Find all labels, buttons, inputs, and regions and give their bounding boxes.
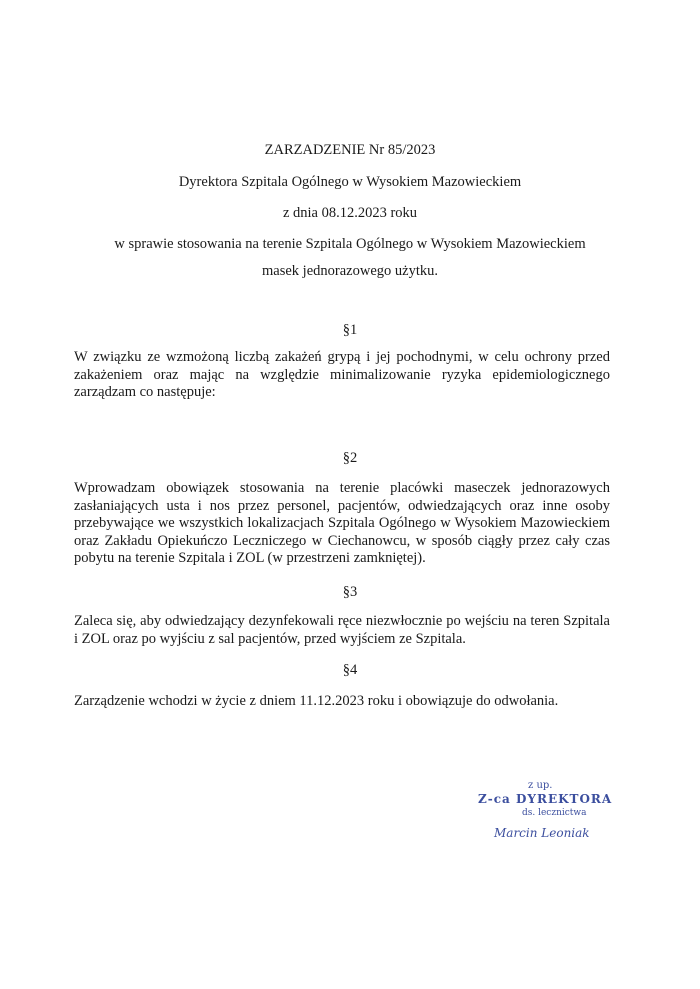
document-title: ZARZADZENIE Nr 85/2023 bbox=[264, 142, 436, 158]
section-3-line: i ZOL oraz po wyjściu z sal pacjentów, przed wyjściem ze Szpitala. bbox=[74, 630, 466, 647]
section-4-line: Zarządzenie wchodzi w życie z dniem 11.12.2023 roku i obowiązuje do odwołania. bbox=[74, 693, 559, 709]
section-2-line: Wprowadzam obowiązek stosowania na terenie placówki maseczek jednorazowych bbox=[74, 480, 610, 496]
section-1-line: zakażeniem oraz mając na względzie minimalizowanie ryzyka epidemiologicznego bbox=[74, 366, 610, 383]
signature-zup: z up. bbox=[528, 780, 553, 791]
document-subject-line-2: masek jednorazowego użytku. bbox=[262, 263, 438, 279]
section-2-line: przebywające we wszystkich lokalizacjach Szpitala Ogólnego w Wysokiem Mazowieckiem bbox=[74, 515, 610, 531]
signature-stamp bbox=[470, 780, 620, 850]
section-1-line: W związku ze wzmożoną liczbą zakażeń grypą i jej pochodnymi, w celu ochrony przed bbox=[74, 349, 610, 365]
document-issuer: Dyrektora Szpitala Ogólnego w Wysokiem Mazowieckiem bbox=[178, 174, 522, 190]
document-date: z dnia 08.12.2023 roku bbox=[282, 205, 418, 221]
document-subject-line-1: w sprawie stosowania na terenie Szpitala Ogólnego w Wysokiem Mazowieckiem bbox=[114, 236, 586, 252]
signature-title: Z-ca DYREKTORA bbox=[478, 792, 613, 806]
signature-name: Marcin Leoniak bbox=[494, 826, 590, 840]
signature-department: ds. lecznictwa bbox=[522, 808, 587, 818]
section-4-paragraph bbox=[74, 693, 610, 711]
section-3-mark: §3 bbox=[342, 584, 358, 600]
section-3-line: Zaleca się, aby odwiedzający dezynfekowali ręce niezwłocznie po wejściu na teren Szpitala bbox=[74, 613, 610, 629]
section-2-line: zasłaniających usta i nos przez personel, pacjentów, odwiedzających oraz inne osoby bbox=[74, 497, 610, 514]
section-4-mark: §4 bbox=[342, 662, 358, 678]
section-2-line: oraz Zakładu Opiekuńczo Leczniczego w Ciechanowcu, w sposób ciągły przez cały czas bbox=[74, 532, 610, 549]
section-3-paragraph bbox=[74, 613, 610, 648]
section-1-paragraph bbox=[74, 349, 610, 402]
section-2-line: pobytu na terenie Szpitala i ZOL (w przestrzeni zamkniętej). bbox=[74, 550, 426, 566]
section-2-paragraph bbox=[74, 480, 610, 568]
section-1-mark: §1 bbox=[342, 322, 358, 338]
section-2-mark: §2 bbox=[342, 450, 358, 466]
section-1-line: zarządzam co następuje: bbox=[74, 384, 216, 400]
